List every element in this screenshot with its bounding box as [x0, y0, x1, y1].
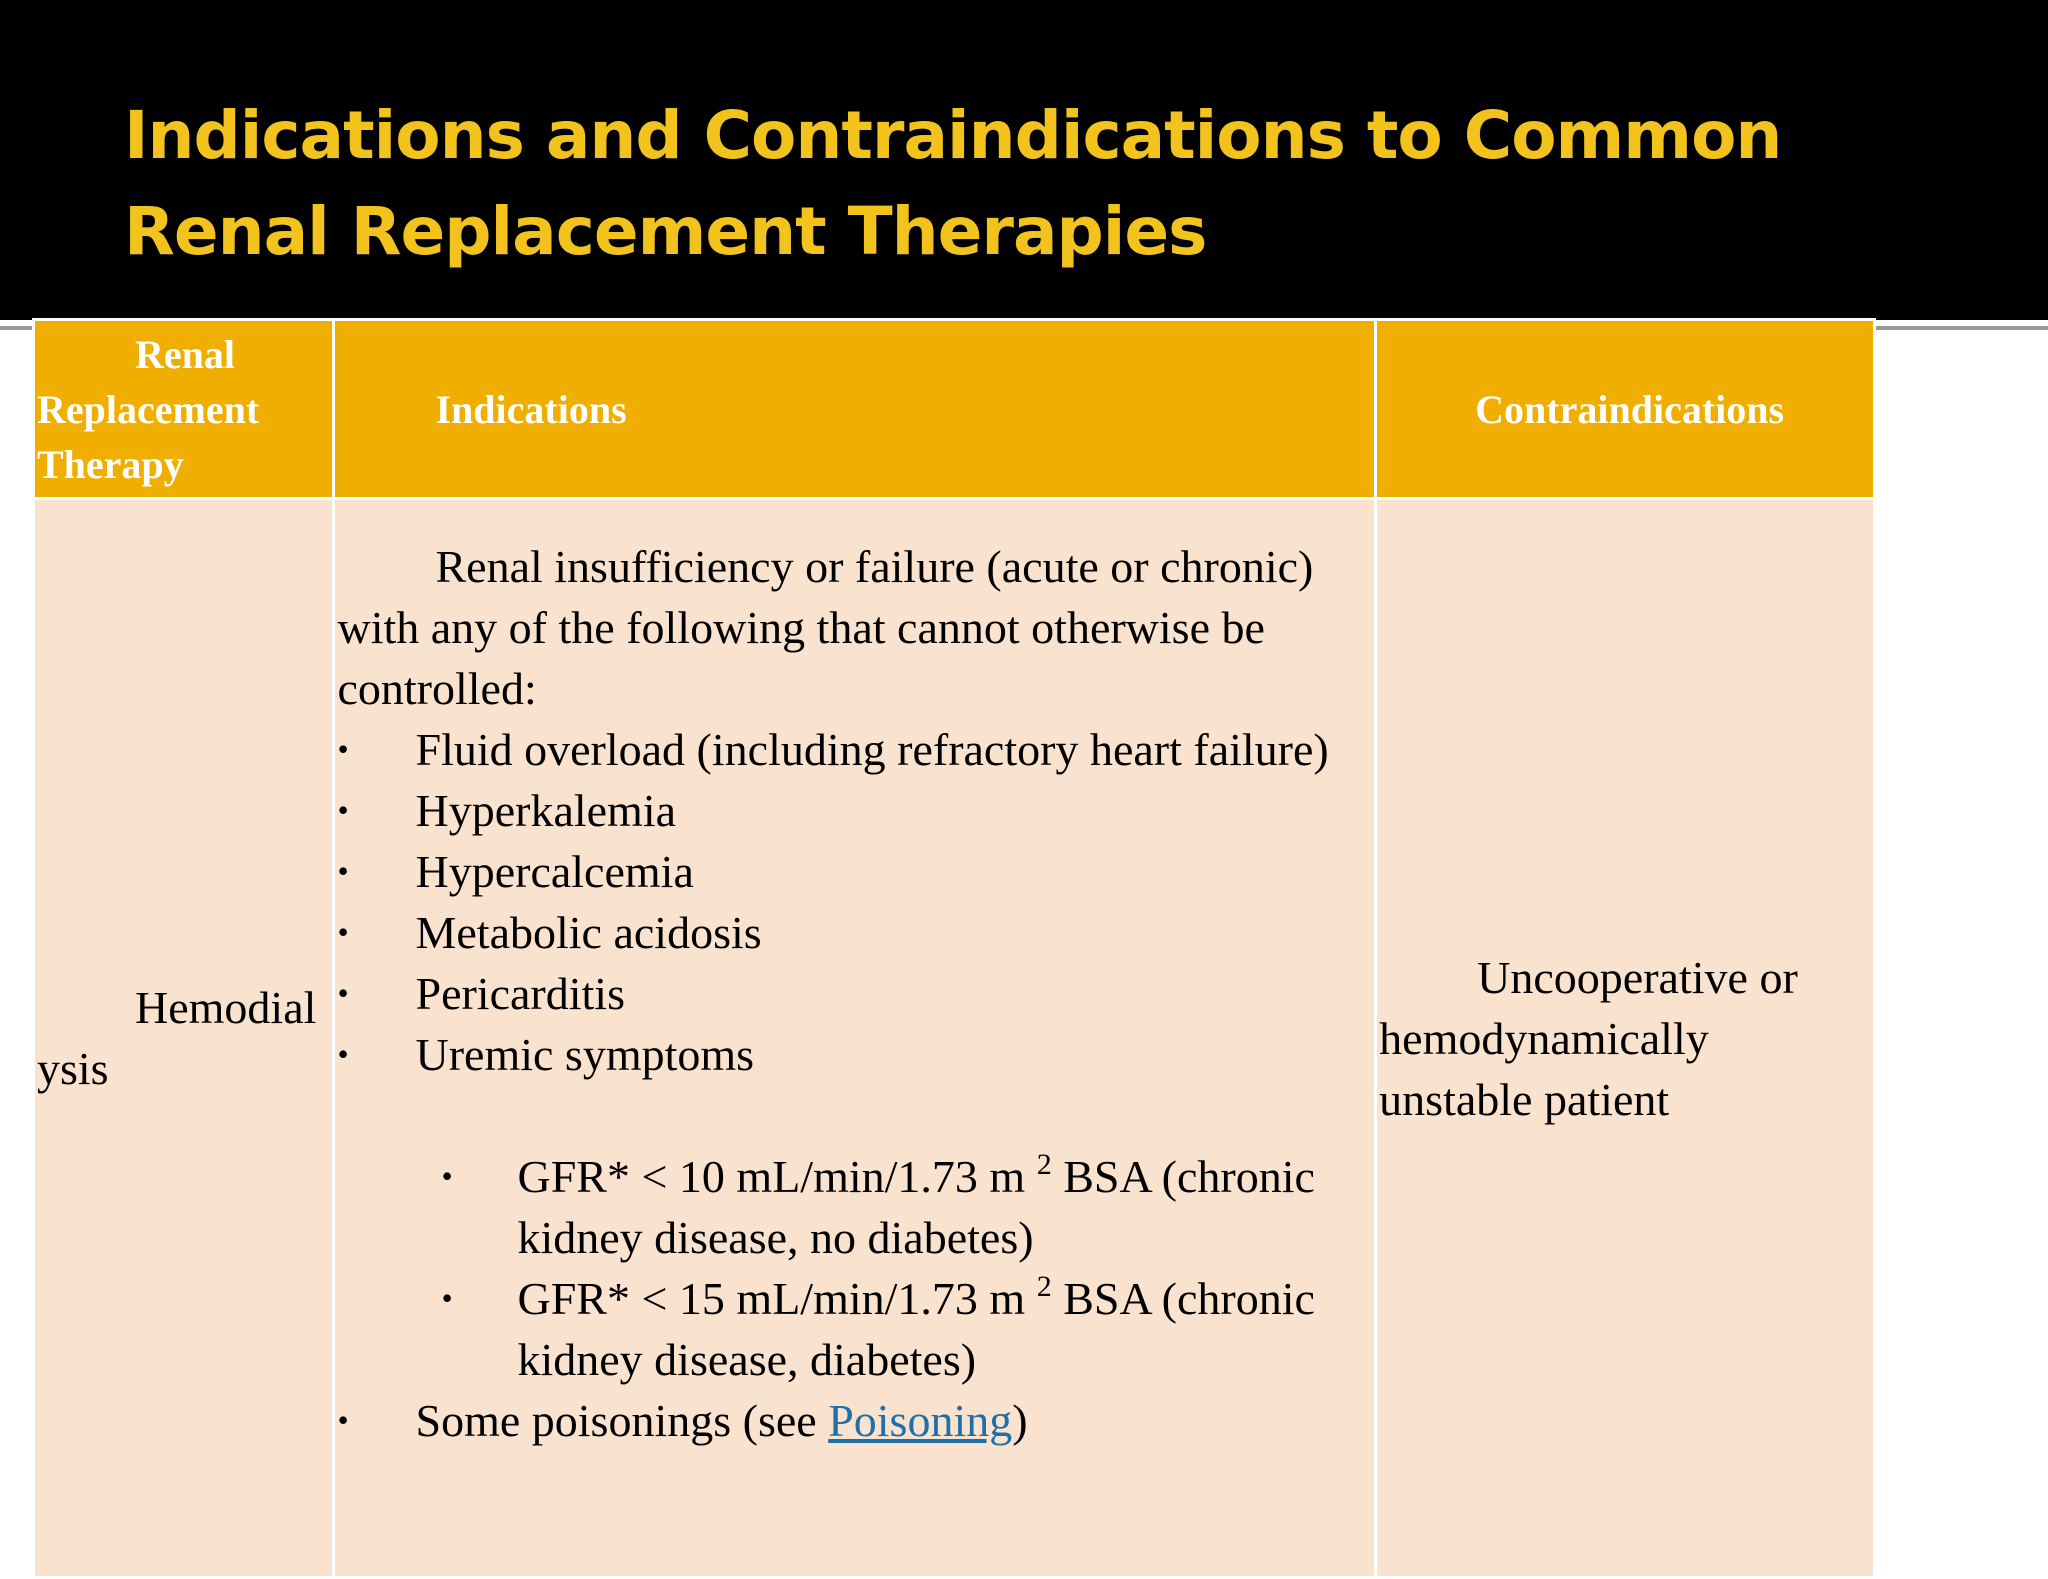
- list-item: • Hypercalcemia: [337, 841, 1374, 902]
- contraindications-text: Uncooperative or hemodynamically unstable patient: [1379, 951, 1798, 1125]
- header-contraindications: Contraindications: [1376, 320, 1875, 499]
- indications-intro: Renal insufficiency or failure (acute or chronic) with any of the following that cannot otherwise be controlled:: [337, 541, 1314, 714]
- gfr-sublist: [337, 1146, 1374, 1390]
- gfr-text-suffix: BSA (chronic kidney disease, no diabetes): [517, 1151, 1315, 1263]
- gfr-text: GFR* < 15 mL/min/1.73 m: [517, 1273, 1037, 1324]
- poisoning-text-suffix: ): [1012, 1395, 1028, 1446]
- header-therapy-line-3: Therapy: [37, 441, 184, 487]
- poisoning-link[interactable]: Poisoning: [828, 1395, 1013, 1446]
- gfr-item: [337, 1146, 1374, 1268]
- gfr-text: GFR* < 10 mL/min/1.73 m: [517, 1151, 1037, 1202]
- list-item: • Fluid overload (including refractory heart failure): [337, 719, 1374, 780]
- title-bar: [0, 0, 2048, 320]
- indications-list-tail: [337, 1390, 1374, 1451]
- indications-list: [337, 719, 1374, 1085]
- list-item: [337, 1390, 1374, 1451]
- slide-title: Indications and Contraindications to Common Renal Replacement Therapies: [124, 97, 1782, 270]
- list-item: • Hyperkalemia: [337, 780, 1374, 841]
- table-row: [34, 499, 1875, 1578]
- list-item: • Uremic symptoms: [337, 1024, 1374, 1085]
- table-header-row: [34, 320, 1875, 499]
- header-therapy-line-2: Replacement: [37, 386, 260, 432]
- therapy-table: [32, 318, 1876, 1579]
- therapy-name: Hemodialysis: [37, 982, 317, 1094]
- poisoning-text: Some poisonings (see: [415, 1395, 829, 1446]
- cell-contraindications: [1376, 499, 1875, 1578]
- cell-indications: [334, 499, 1376, 1578]
- cell-therapy: [34, 499, 334, 1578]
- header-therapy-line-1: Renal: [135, 331, 235, 377]
- gfr-exponent: 2: [1036, 1148, 1052, 1181]
- list-item: • Pericarditis: [337, 963, 1374, 1024]
- header-therapy: [34, 320, 334, 499]
- header-indications: Indications: [334, 320, 1376, 499]
- gfr-item: [337, 1268, 1374, 1390]
- list-item: • Metabolic acidosis: [337, 902, 1374, 963]
- gfr-exponent: 2: [1036, 1270, 1052, 1303]
- gfr-text-suffix: BSA (chronic kidney disease, diabetes): [517, 1273, 1315, 1385]
